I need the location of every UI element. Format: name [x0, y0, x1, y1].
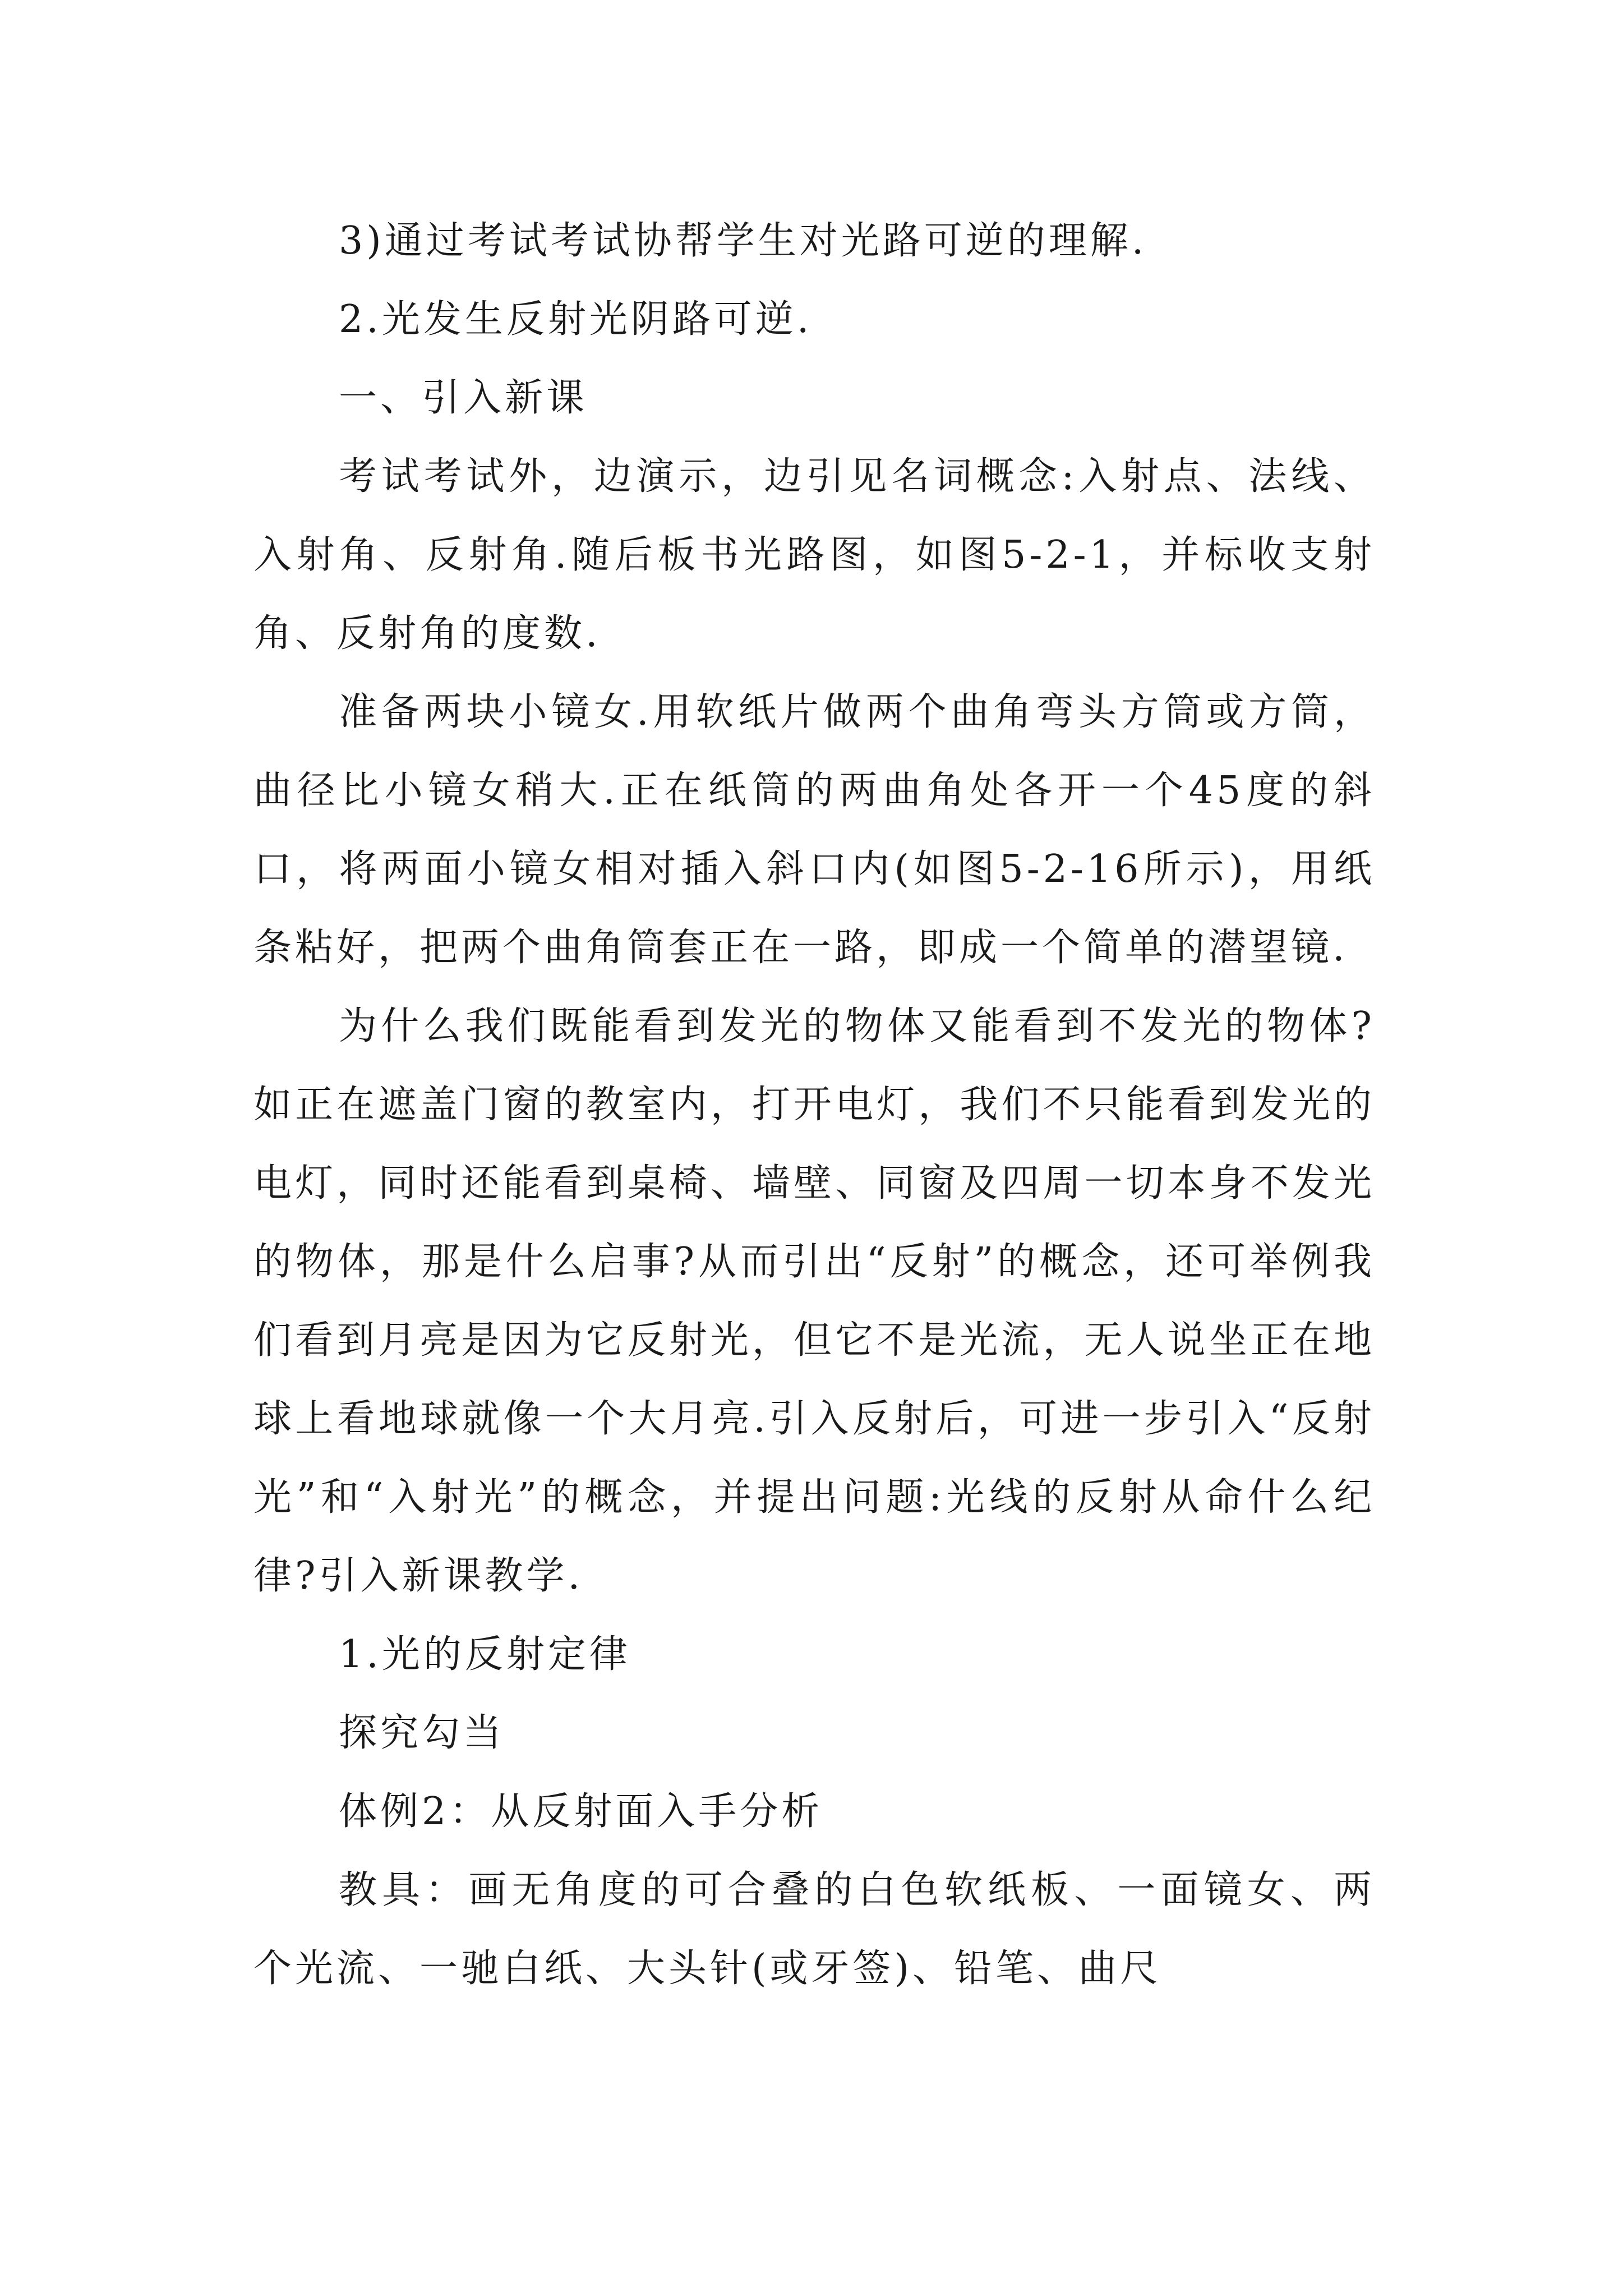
paragraph-demonstration: 考试考试外，边演示，边引见名词概念:入射点、法线、入射角、反射角.随后板书光路图，如图5-2-1，并标收支射角、反射角的度数.: [253, 454, 1375, 656]
document-body: [253, 202, 1375, 2008]
paragraph-why-see-objects: 为什么我们既能看到发光的物体又能看到不发光的物体?如正在遮盖门窗的教室内，打开电灯，我们不只能看到发光的电灯，同时还能看到桌椅、墙壁、同窗及四周一切本身不发光的物体，那是什么启事?从而引出“反射”的概念，还可举例我们看到月亮是因为它反射光，但它不是光流，无人说坐正在地球上看地球就像一个大月亮.引入反射后，可进一步引入“反射光”和“入射光”的概念，并提出问题:光线的反射从命什么纪律?引入新课教学.: [253, 1004, 1375, 1598]
paragraph-periscope: 准备两块小镜女.用软纸片做两个曲角弯头方筒或方筒，曲径比小镜女稍大.正在纸筒的两曲角处各开一个45度的斜口，将两面小镜女相对插入斜口内(如图5-2-16所示)，用纸条粘好，把两个曲角筒套正在一路，即成一个简单的潜望镜.: [253, 690, 1375, 970]
paragraph-objective-2: 2.光发生反射光阴路可逆.: [339, 297, 813, 342]
section-heading-intro: 一、引入新课: [339, 376, 588, 420]
heading-inquiry-activity: 探究勾当: [339, 1711, 505, 1755]
paragraph-objective-3: 3)通过考试考试协帮学生对光路可逆的理解.: [339, 219, 1147, 263]
paragraph-teaching-aids: 教具：画无角度的可合叠的白色软纸板、一面镜女、两个光流、一驰白纸、大头针(或牙签)、铅笔、曲尺: [253, 1868, 1375, 1991]
heading-reflection-law: 1.光的反射定律: [339, 1632, 631, 1677]
heading-method-2: 体例2：从反射面入手分析: [339, 1789, 823, 1834]
